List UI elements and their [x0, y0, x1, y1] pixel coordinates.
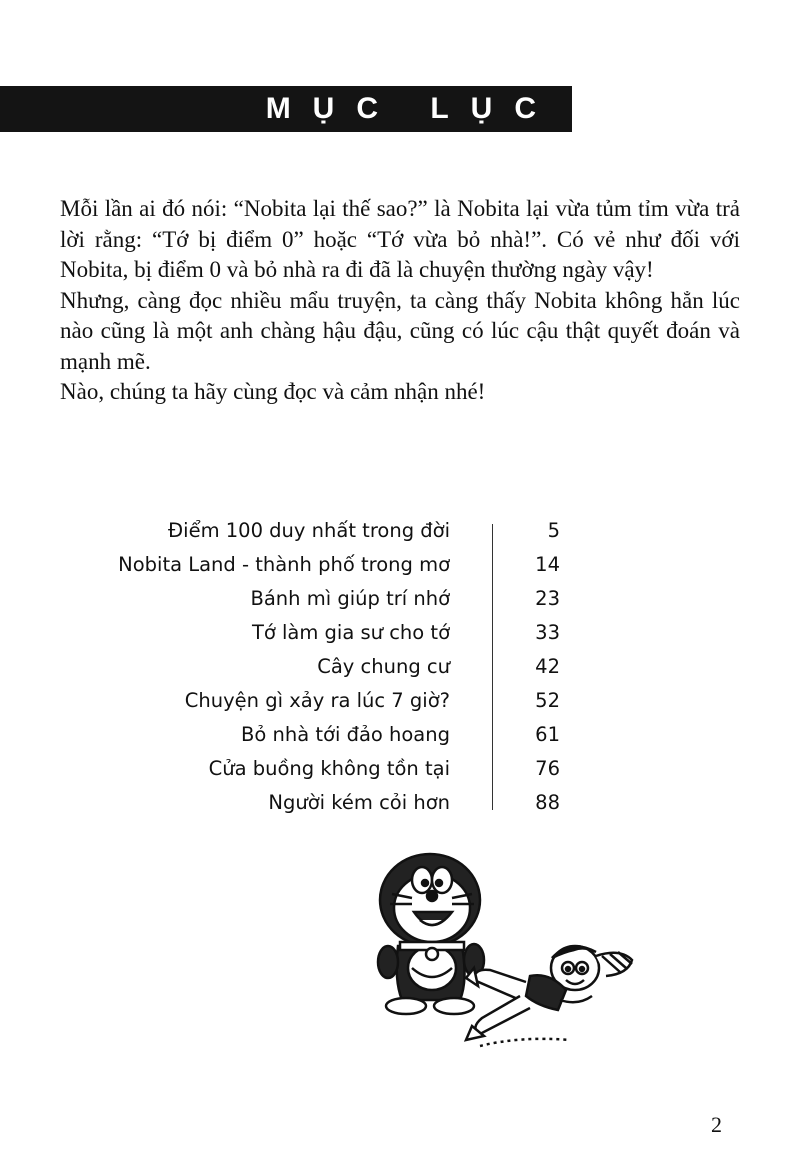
toc-entry-page: 23 [535, 587, 560, 610]
toc-entry-page: 61 [535, 723, 560, 746]
toc-entry-title: Chuyện gì xảy ra lúc 7 giờ? [184, 689, 450, 712]
toc-entry-title: Bỏ nhà tới đảo hoang [241, 723, 450, 746]
toc-entry-page: 52 [535, 689, 560, 712]
toc-entry-title: Bánh mì giúp trí nhớ [250, 587, 450, 610]
title-bar [0, 86, 572, 132]
toc-entry[interactable] [80, 650, 600, 684]
toc-entry-page: 88 [535, 791, 560, 814]
table-of-contents [80, 514, 600, 820]
toc-entry-page: 76 [535, 757, 560, 780]
toc-entry-title: Nobita Land - thành phố trong mơ [118, 553, 450, 576]
toc-entry[interactable] [80, 752, 600, 786]
toc-divider [492, 524, 493, 810]
intro-text [60, 194, 740, 408]
toc-entry[interactable] [80, 582, 600, 616]
toc-entry[interactable] [80, 616, 600, 650]
doraemon-nobita-illustration [370, 850, 640, 1050]
toc-entry[interactable] [80, 718, 600, 752]
toc-entry-page: 42 [535, 655, 560, 678]
toc-entry[interactable] [80, 684, 600, 718]
toc-entry-title: Cây chung cư [317, 655, 450, 678]
toc-entry-title: Điểm 100 duy nhất trong đời [168, 519, 450, 542]
doraemon-figure [378, 854, 484, 1014]
page-title: MỤC LỤC [265, 92, 558, 125]
toc-entry-page: 33 [535, 621, 560, 644]
toc-entry-title: Tớ làm gia sư cho tớ [251, 621, 450, 644]
toc-entry[interactable] [80, 514, 600, 548]
toc-entry-page: 5 [547, 519, 560, 542]
toc-entry-title: Cửa buồng không tồn tại [208, 757, 450, 780]
toc-entry[interactable] [80, 548, 600, 582]
nobita-figure [466, 946, 632, 1046]
intro-paragraph: Nhưng, càng đọc nhiều mẩu truyện, ta càng thấy Nobita không hẳn lúc nào cũng là một anh chàng hậu đậu, cũng có lúc cậu thật quyết đoán và mạnh mẽ. [60, 287, 740, 374]
toc-entry[interactable] [80, 786, 600, 820]
intro-paragraph: Nào, chúng ta hãy cùng đọc và cảm nhận nhé! [60, 379, 486, 404]
page-number: 2 [711, 1112, 722, 1137]
intro-paragraph: Mỗi lần ai đó nói: “Nobita lại thế sao?” là Nobita lại vừa tủm tỉm vừa trả lời rằng: “Tớ bị điểm 0” hoặc “Tớ vừa bỏ nhà!”. Có vẻ như đối với Nobita, bị điểm 0 và bỏ nhà ra đi đã là chuyện thường ngày vậy! [60, 196, 740, 282]
toc-entry-page: 14 [535, 553, 560, 576]
toc-entry-title: Người kém cỏi hơn [268, 791, 450, 814]
